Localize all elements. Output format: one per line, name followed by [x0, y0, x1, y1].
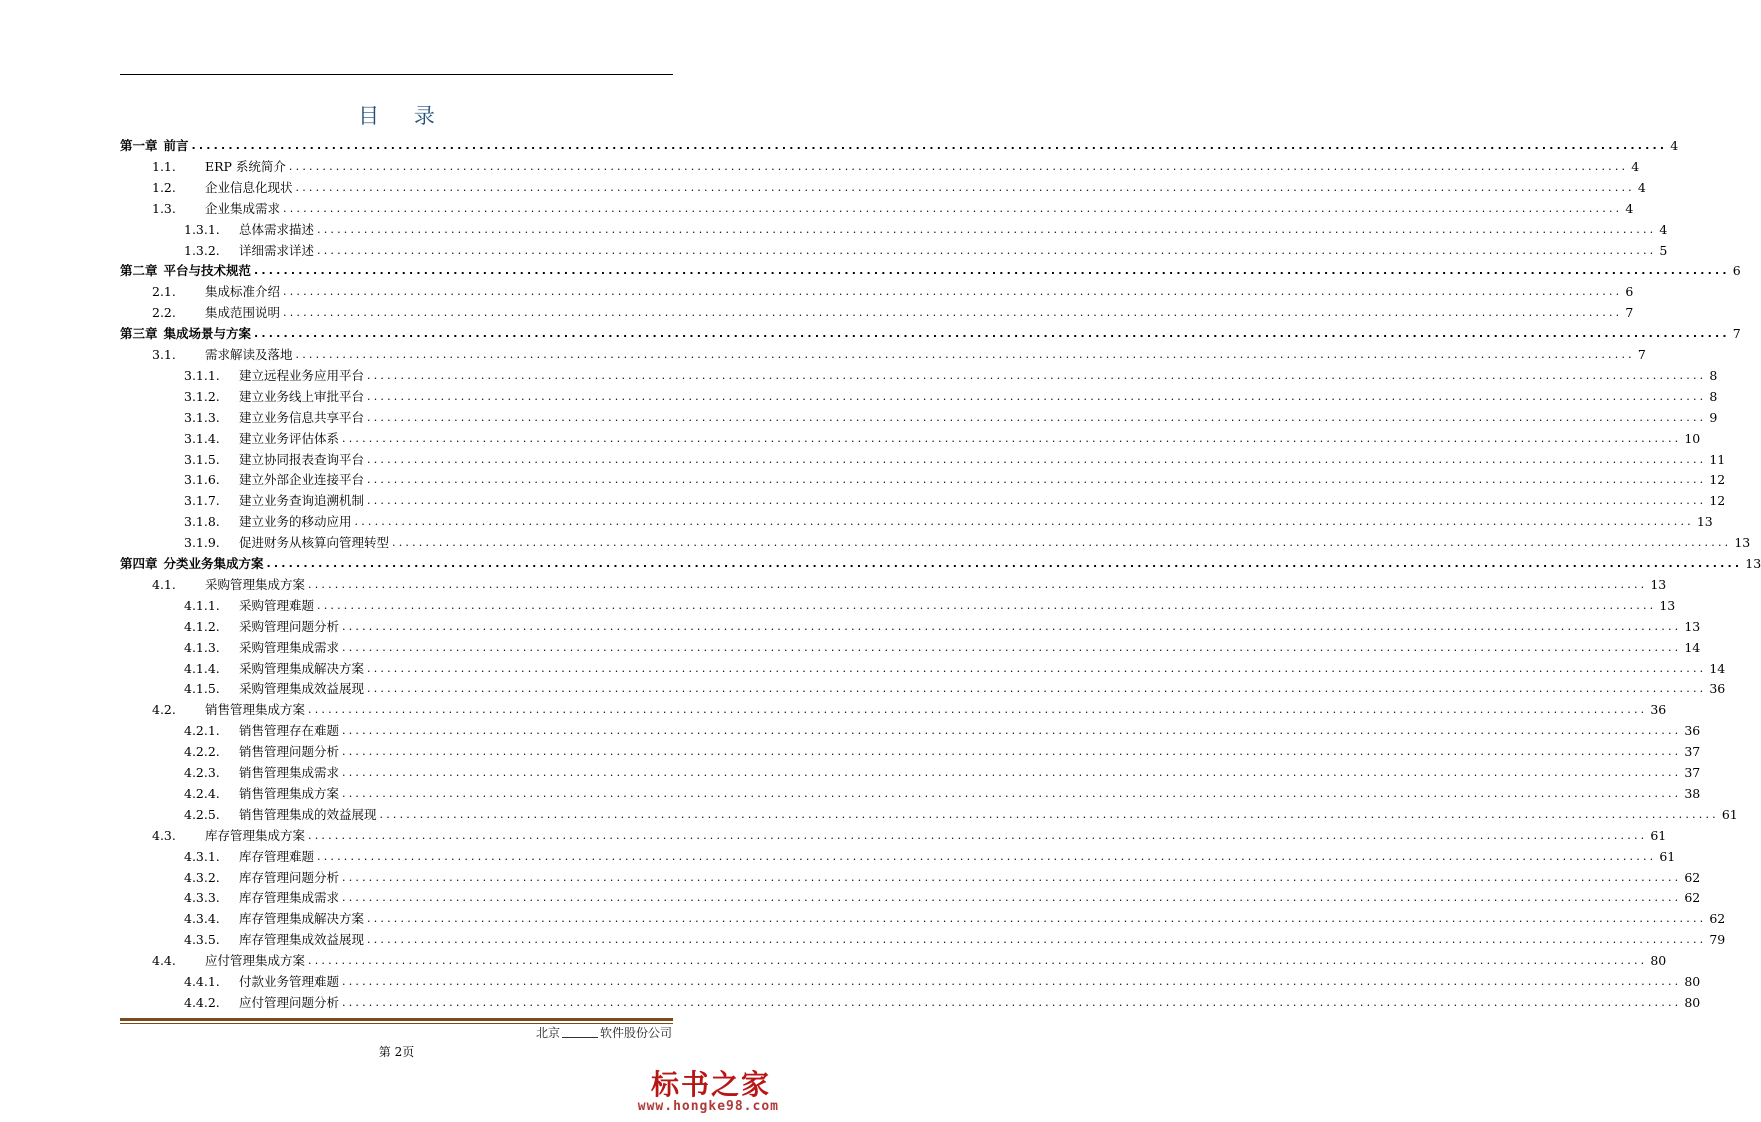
- toc-entry[interactable]: [184, 868, 1701, 888]
- toc-entry[interactable]: [152, 282, 1634, 302]
- toc-entry[interactable]: [152, 157, 1640, 177]
- toc-entry-number: 3.1.3.: [184, 409, 220, 425]
- toc-entry-label: 销售管理集成方案: [205, 702, 306, 718]
- toc-entry-label: 建立业务评估体系: [239, 430, 340, 446]
- toc-entry-page: 4: [1659, 221, 1668, 237]
- toc-entry-page: 13: [1659, 597, 1676, 613]
- toc-entry[interactable]: [184, 596, 1676, 616]
- toc-entry-page: 11: [1709, 451, 1726, 467]
- toc-entry[interactable]: [184, 366, 1718, 386]
- toc-entry-label: 平台与技术规范: [163, 263, 252, 279]
- toc-entry-number: 4.2.4.: [184, 785, 220, 801]
- toc-entry-page: 62: [1684, 869, 1701, 885]
- toc-entry-number: 4.3.4.: [184, 911, 220, 927]
- toc-entry-number: 2.1.: [152, 284, 176, 300]
- toc-entry-label: 集成标准介绍: [205, 284, 281, 300]
- toc-entry-page: 10: [1684, 430, 1701, 446]
- toc-entry-number: 2.2.: [152, 305, 176, 321]
- toc-entry[interactable]: [120, 136, 1679, 156]
- toc-leader-dots: ........................................................................................................................................................................................................: [308, 954, 1648, 968]
- toc-entry-page: 4: [1631, 158, 1640, 174]
- toc-entry-number: 1.3.: [152, 200, 176, 216]
- toc-entry-page: 4: [1670, 138, 1679, 153]
- toc-entry-page: 14: [1684, 639, 1701, 655]
- toc-entry-page: 61: [1721, 806, 1738, 822]
- toc-entry-label: 分类业务集成方案: [163, 556, 264, 571]
- toc-leader-dots: ........................................................................................................................................................................................................: [367, 389, 1707, 403]
- toc-entry-page: 80: [1684, 994, 1701, 1010]
- toc-entry-label: 建立协同报表查询平台: [239, 451, 365, 467]
- toc-entry-page: 80: [1650, 953, 1667, 969]
- toc-entry-label: 详细需求详述: [239, 242, 315, 258]
- toc-leader-dots: ........................................................................................................................................................................................................: [379, 807, 1719, 821]
- toc-entry-page: 38: [1684, 785, 1701, 801]
- toc-entry-label: 销售管理问题分析: [239, 744, 340, 760]
- toc-entry-page: 37: [1684, 765, 1701, 780]
- toc-entry-label: 库存管理集成效益展现: [239, 932, 365, 948]
- toc-leader-dots: ........................................................................................................................................................................................................: [342, 766, 1682, 779]
- toc-leader-dots: ........................................................................................................................................................................................................: [266, 557, 1743, 570]
- watermark-logo: [625, 1063, 785, 1117]
- toc-entry[interactable]: [184, 470, 1726, 490]
- toc-entry-number: 4.4.1.: [184, 974, 220, 989]
- toc-entry-page: 12: [1709, 472, 1726, 488]
- toc-entry-label: 采购管理难题: [239, 597, 315, 613]
- toc-entry[interactable]: [184, 638, 1701, 658]
- toc-entry-page: 4: [1637, 179, 1646, 195]
- toc-entry-page: 14: [1709, 660, 1726, 676]
- toc-leader-dots: ........................................................................................................................................................................................................: [367, 933, 1707, 947]
- toc-leader-dots: ........................................................................................................................................................................................................: [288, 159, 1629, 173]
- toc-entry-page: 36: [1709, 681, 1726, 697]
- toc-entry[interactable]: [184, 888, 1701, 908]
- toc-entry-number: 3.1.7.: [184, 493, 220, 509]
- toc-entry[interactable]: [152, 199, 1634, 219]
- toc-entry-number: 第四章: [120, 556, 158, 571]
- toc-entry[interactable]: [184, 721, 1701, 741]
- toc-entry[interactable]: [184, 930, 1726, 950]
- toc-entry-label: 库存管理问题分析: [239, 869, 340, 885]
- toc-leader-dots: ........................................................................................................................................................................................................: [367, 410, 1707, 424]
- toc-entry-number: 第二章: [120, 263, 158, 279]
- toc-leader-dots: ........................................................................................................................................................................................................: [317, 598, 1657, 612]
- toc-entry-page: 36: [1684, 723, 1701, 739]
- toc-leader-dots: ........................................................................................................................................................................................................: [317, 243, 1657, 257]
- toc-entry[interactable]: [152, 178, 1646, 198]
- toc-entry[interactable]: [184, 659, 1726, 679]
- toc-leader-dots: ........................................................................................................................................................................................................: [308, 703, 1648, 717]
- toc-entry-number: 4.1.3.: [184, 639, 220, 655]
- toc-entry-page: 5: [1659, 242, 1668, 258]
- toc-entry[interactable]: [184, 533, 1751, 553]
- toc-leader-dots: ........................................................................................................................................................................................................: [283, 306, 1623, 320]
- toc-entry-number: 4.3.2.: [184, 869, 220, 885]
- toc-entry[interactable]: [184, 784, 1701, 804]
- toc-entry[interactable]: [184, 617, 1701, 637]
- toc-entry-number: 3.1.6.: [184, 472, 220, 488]
- company-prefix: 北京: [535, 1026, 560, 1040]
- toc-leader-dots: ........................................................................................................................................................................................................: [367, 912, 1707, 926]
- toc-entry-page: 6: [1625, 284, 1634, 300]
- toc-entry-number: 4.3.3.: [184, 890, 220, 906]
- toc-entry[interactable]: [184, 742, 1701, 762]
- toc-leader-dots: ........................................................................................................................................................................................................: [367, 452, 1707, 466]
- toc-entry-page: 13: [1684, 618, 1701, 634]
- company-blank: [562, 1025, 598, 1038]
- toc-entry-label: 库存管理集成需求: [239, 890, 340, 906]
- toc-leader-dots: ........................................................................................................................................................................................................: [283, 201, 1623, 215]
- toc-leader-dots: ........................................................................................................................................................................................................: [317, 222, 1657, 236]
- toc-leader-dots: ........................................................................................................................................................................................................: [254, 264, 1730, 278]
- toc-entry-page: 8: [1709, 388, 1718, 404]
- toc-entry-page: 62: [1709, 911, 1726, 927]
- toc-entry[interactable]: [184, 241, 1668, 261]
- toc-entry[interactable]: [184, 450, 1726, 470]
- toc-entry-number: 4.2.1.: [184, 723, 220, 739]
- toc-leader-dots: ........................................................................................................................................................................................................: [342, 786, 1682, 800]
- toc-leader-dots: ........................................................................................................................................................................................................: [342, 724, 1682, 738]
- toc-entry[interactable]: [184, 387, 1718, 407]
- toc-entry[interactable]: [120, 324, 1741, 344]
- toc-entry-number: 3.1.4.: [184, 430, 220, 446]
- toc-entry-label: 库存管理集成解决方案: [239, 911, 365, 927]
- toc-entry[interactable]: [184, 408, 1718, 428]
- toc-entry[interactable]: [152, 575, 1667, 595]
- toc-entry[interactable]: [152, 826, 1667, 846]
- toc-entry-page: 79: [1709, 932, 1726, 948]
- toc-entry-label: 集成场景与方案: [163, 326, 252, 342]
- toc-entry[interactable]: [152, 345, 1646, 365]
- toc-entry-page: 80: [1684, 974, 1701, 989]
- toc-leader-dots: ........................................................................................................................................................................................................: [342, 640, 1682, 654]
- toc-entry-label: 建立业务的移动应用: [239, 514, 352, 530]
- toc-entry-label: 建立业务线上审批平台: [239, 388, 365, 404]
- toc-entry-label: 库存管理集成方案: [205, 827, 306, 843]
- toc-leader-dots: ........................................................................................................................................................................................................: [367, 682, 1707, 696]
- toc-leader-dots: ........................................................................................................................................................................................................: [367, 494, 1707, 508]
- toc-entry-number: 1.2.: [152, 179, 176, 195]
- toc-leader-dots: ........................................................................................................................................................................................................: [308, 828, 1648, 842]
- toc-entry[interactable]: [120, 554, 1761, 574]
- toc-leader-dots: ........................................................................................................................................................................................................: [367, 368, 1707, 382]
- toc-entry-label: 企业集成需求: [205, 200, 281, 216]
- toc-entry-label: 应付管理集成方案: [205, 953, 306, 969]
- toc-entry-label: 需求解读及落地: [205, 347, 293, 362]
- toc-entry-page: 7: [1637, 347, 1646, 362]
- toc-leader-dots: ........................................................................................................................................................................................................: [283, 285, 1623, 299]
- toc-leader-dots: ........................................................................................................................................................................................................: [342, 995, 1682, 1009]
- toc-entry-label: 销售管理集成的效益展现: [239, 806, 377, 822]
- toc-entry-label: 采购管理集成方案: [205, 576, 306, 592]
- toc-entry-number: 3.1.9.: [184, 535, 220, 551]
- watermark-url: www.hongke98.com: [637, 1099, 779, 1114]
- toc-entry-label: 销售管理集成方案: [239, 785, 340, 801]
- page-number: 第 2页: [378, 1045, 415, 1059]
- toc-leader-dots: ........................................................................................................................................................................................................: [342, 745, 1682, 759]
- toc-leader-dots: ........................................................................................................................................................................................................: [342, 431, 1682, 445]
- toc-entry-page: 13: [1650, 576, 1667, 592]
- toc-entry-number: 第一章: [120, 138, 158, 153]
- toc-entry[interactable]: [152, 700, 1667, 720]
- toc-entry-page: 62: [1684, 890, 1701, 906]
- toc-entry-number: 3.1.5.: [184, 451, 220, 467]
- toc-leader-dots: ........................................................................................................................................................................................................: [342, 975, 1682, 988]
- toc-entry[interactable]: [184, 993, 1701, 1013]
- toc-entry-label: 采购管理问题分析: [239, 618, 340, 634]
- toc-leader-dots: ........................................................................................................................................................................................................: [354, 515, 1694, 529]
- toc-entry-number: 第三章: [120, 326, 158, 342]
- toc-entry-label: 销售管理存在难题: [239, 723, 340, 739]
- toc-entry-page: 8: [1709, 367, 1718, 383]
- toc-entry-label: 建立外部企业连接平台: [239, 472, 365, 488]
- toc-entry[interactable]: [184, 763, 1701, 783]
- toc-entry-page: 36: [1650, 702, 1667, 718]
- toc-entry-page: 7: [1732, 326, 1741, 342]
- toc-entry[interactable]: [184, 805, 1738, 825]
- toc-title: 目 录: [358, 104, 449, 128]
- toc-leader-dots: ........................................................................................................................................................................................................: [317, 849, 1657, 863]
- toc-entry-page: 7: [1625, 305, 1634, 321]
- toc-entry-label: 销售管理集成需求: [239, 765, 340, 780]
- toc-entry-page: 6: [1732, 263, 1741, 279]
- toc-entry-label: 库存管理难题: [239, 848, 315, 864]
- toc-entry-number: 4.1.4.: [184, 660, 220, 676]
- toc-entry[interactable]: [184, 847, 1676, 867]
- toc-entry-label: 总体需求描述: [239, 221, 315, 237]
- toc-entry-number: 3.1.8.: [184, 514, 220, 530]
- toc-entry-page: 12: [1709, 493, 1726, 509]
- toc-entry-number: 4.2.: [152, 702, 176, 718]
- toc-entry-number: 4.4.2.: [184, 994, 220, 1010]
- toc-entry[interactable]: [152, 951, 1667, 971]
- toc-entry-label: 应付管理问题分析: [239, 994, 340, 1010]
- toc-entry-number: 4.3.1.: [184, 848, 220, 864]
- toc-entry-label: 建立业务查询追溯机制: [239, 493, 365, 509]
- toc-entry-label: 前言: [163, 138, 189, 153]
- toc-entry[interactable]: [120, 261, 1741, 281]
- toc-entry-label: 建立远程业务应用平台: [239, 367, 365, 383]
- toc-entry-label: 采购管理集成解决方案: [239, 660, 365, 676]
- toc-entry-number: 4.2.3.: [184, 765, 220, 780]
- toc-leader-dots: ........................................................................................................................................................................................................: [367, 661, 1707, 675]
- toc-leader-dots: ........................................................................................................................................................................................................: [191, 139, 1668, 152]
- toc-entry-page: 61: [1650, 827, 1667, 843]
- toc-entry-number: 4.2.5.: [184, 806, 220, 822]
- toc-entry-page: 9: [1709, 409, 1718, 425]
- toc-leader-dots: ........................................................................................................................................................................................................: [367, 473, 1707, 487]
- toc-entry-number: 4.1.1.: [184, 597, 220, 613]
- toc-entry-page: 61: [1659, 848, 1676, 864]
- toc-entry-number: 3.1.1.: [184, 367, 220, 383]
- toc-entry[interactable]: [184, 429, 1701, 449]
- toc-entry[interactable]: [184, 512, 1713, 532]
- company-suffix: 软件股份公司: [599, 1026, 672, 1040]
- toc-entry-number: 4.1.: [152, 576, 176, 592]
- toc-leader-dots: ........................................................................................................................................................................................................: [342, 619, 1682, 633]
- header-rule: [120, 74, 673, 75]
- toc-entry-number: 4.3.5.: [184, 932, 220, 948]
- toc-entry[interactable]: [184, 491, 1726, 511]
- toc-entry-number: 4.1.2.: [184, 618, 220, 634]
- toc-entry-label: 采购管理集成需求: [239, 639, 340, 655]
- toc-entry[interactable]: [184, 909, 1726, 929]
- toc-entry-number: 4.3.: [152, 827, 176, 843]
- toc-entry-page: 37: [1684, 744, 1701, 760]
- toc-entry-page: 13: [1696, 514, 1713, 530]
- toc-entry-number: 3.1.: [152, 347, 176, 362]
- toc-leader-dots: ........................................................................................................................................................................................................: [392, 536, 1732, 550]
- toc-leader-dots: ........................................................................................................................................................................................................: [295, 180, 1635, 194]
- toc-leader-dots: ........................................................................................................................................................................................................: [342, 891, 1682, 905]
- toc-entry[interactable]: [184, 972, 1701, 992]
- toc-entry-page: 13: [1734, 535, 1751, 551]
- footer-rule-thick: [120, 1018, 673, 1021]
- toc-entry-number: 4.4.: [152, 953, 176, 969]
- toc-entry-number: 3.1.2.: [184, 388, 220, 404]
- toc-leader-dots: ........................................................................................................................................................................................................: [295, 348, 1635, 361]
- toc-entry-label: 促进财务从核算向管理转型: [239, 535, 390, 551]
- toc-entry-label: 集成范围说明: [205, 305, 281, 321]
- toc-entry-label: 建立业务信息共享平台: [239, 409, 365, 425]
- toc-entry-label: 付款业务管理难题: [239, 974, 340, 989]
- toc-entry-number: 1.3.2.: [184, 242, 220, 258]
- toc-entry-label: ERP 系统简介: [205, 158, 286, 174]
- toc-entry-number: 1.3.1.: [184, 221, 220, 237]
- toc-entry[interactable]: [184, 220, 1668, 240]
- toc-entry-number: 1.1.: [152, 158, 176, 174]
- toc-entry[interactable]: [152, 303, 1634, 323]
- toc-entry-number: 4.2.2.: [184, 744, 220, 760]
- toc-entry[interactable]: [184, 679, 1726, 699]
- toc-leader-dots: ........................................................................................................................................................................................................: [254, 327, 1730, 341]
- company-name: [536, 1024, 672, 1041]
- toc-entry-page: 4: [1625, 200, 1634, 216]
- watermark-title: 标书之家: [650, 1068, 771, 1101]
- toc-entry-number: 4.1.5.: [184, 681, 220, 697]
- toc-leader-dots: ........................................................................................................................................................................................................: [342, 870, 1682, 884]
- toc-entry-label: 采购管理集成效益展现: [239, 681, 365, 697]
- toc-entry-label: 企业信息化现状: [205, 179, 293, 195]
- toc-leader-dots: ........................................................................................................................................................................................................: [308, 577, 1648, 591]
- toc-entry-page: 13: [1745, 556, 1761, 571]
